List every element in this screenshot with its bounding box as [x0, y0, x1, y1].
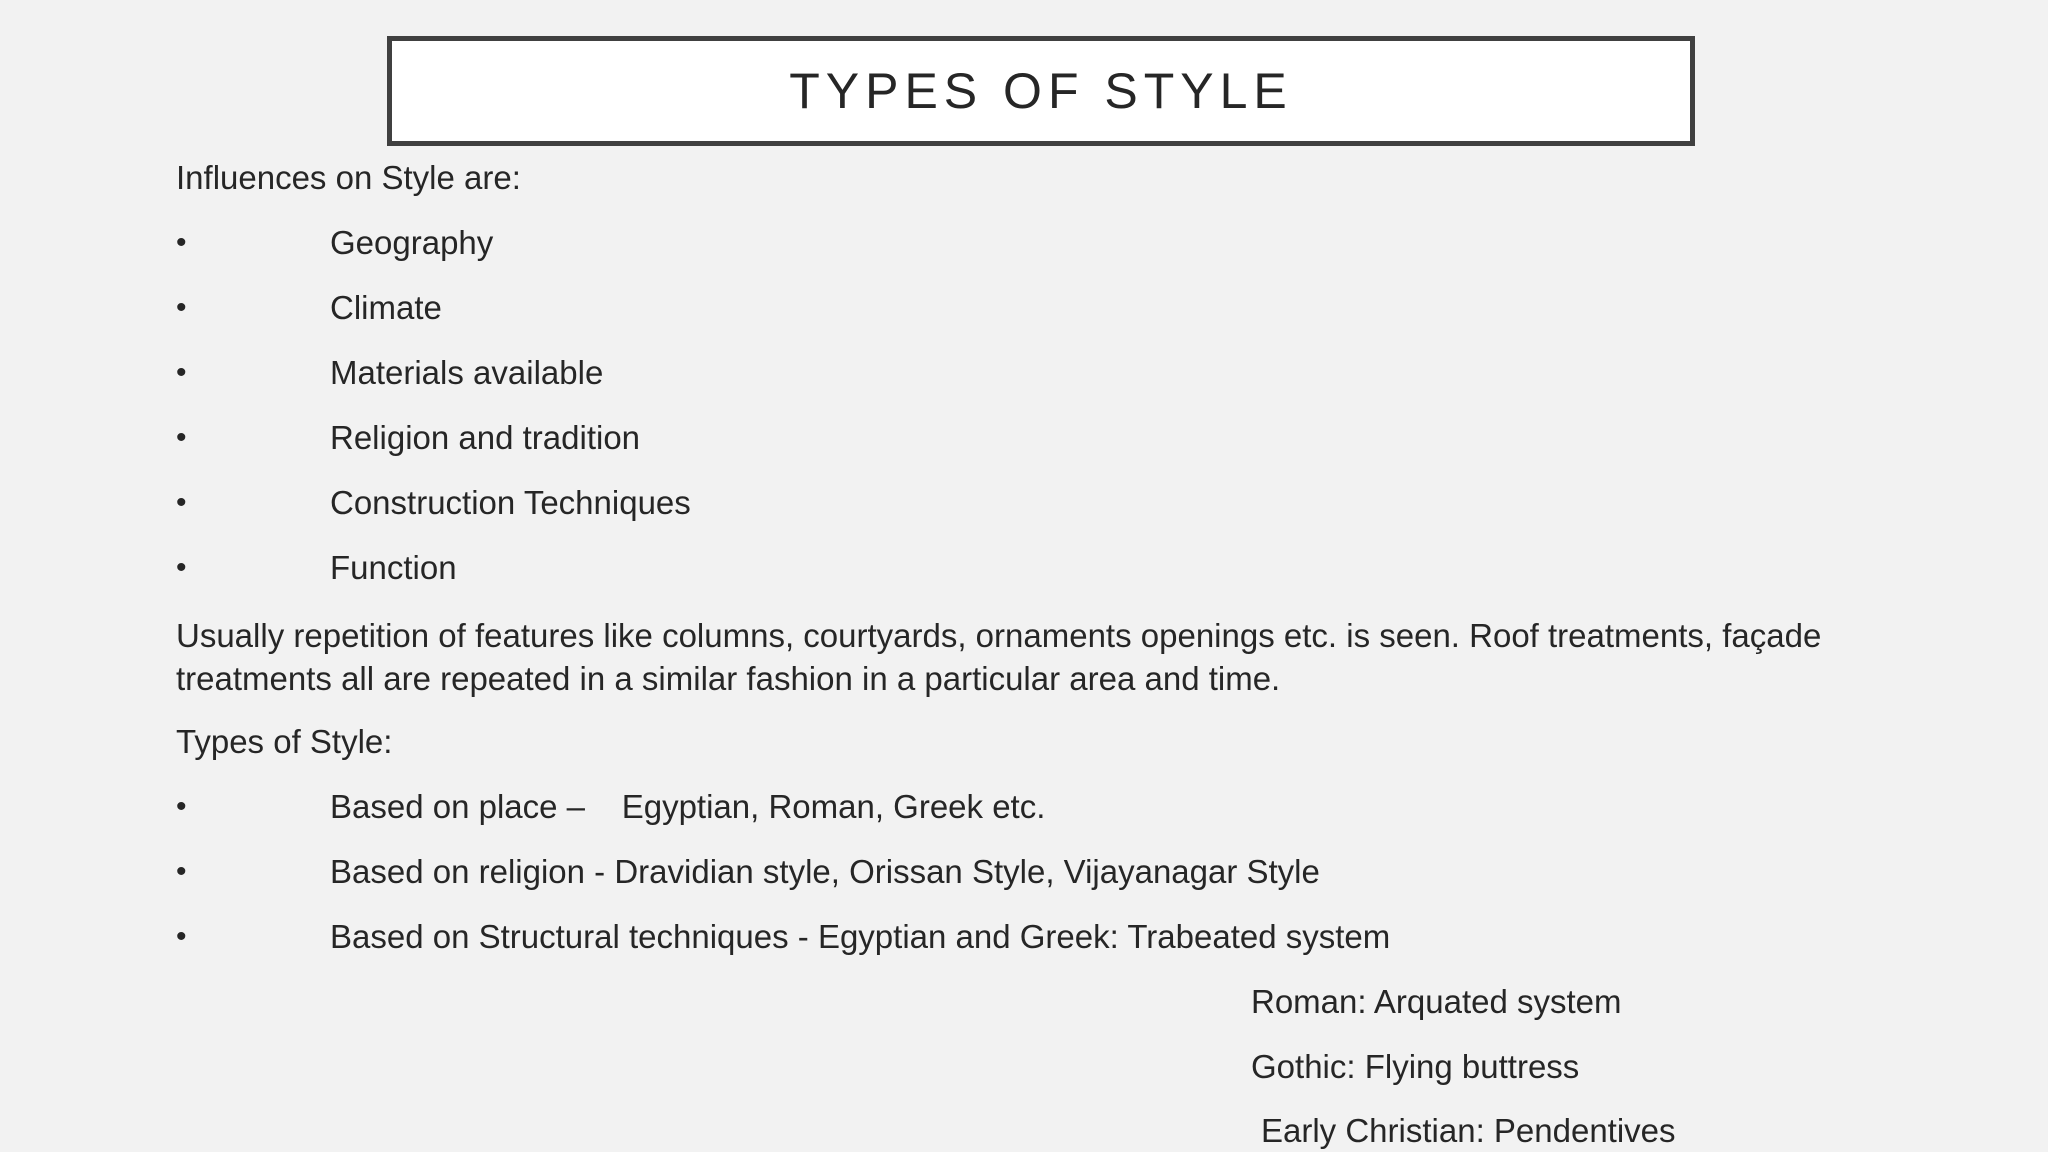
bullet-icon: • — [176, 551, 187, 584]
list-item-label: Religion and tradition — [330, 419, 641, 456]
list-item-label: Based on Structural techniques - Egyptian and Greek: Trabeated system — [330, 918, 1391, 955]
bullet-icon: • — [176, 421, 187, 454]
description-paragraph: Usually repetition of features like columns, courtyards, ornaments openings etc. is seen. Roof treatments, façade treatments all are repeated in a similar fashion in a particular area and time. — [176, 617, 1822, 697]
bullet-icon: • — [176, 291, 187, 324]
bullet-icon: • — [176, 855, 187, 888]
structural-continuation: Early Christian: Pendentives — [1261, 1112, 1676, 1149]
list-item-label: Function — [330, 549, 457, 586]
structural-continuation: Gothic: Flying buttress — [1251, 1048, 1580, 1085]
bullet-icon: • — [176, 920, 187, 953]
list-item-label: Based on place – Egyptian, Roman, Greek etc. — [330, 788, 1046, 825]
slide-title: TYPES OF STYLE — [789, 63, 1293, 119]
bullet-icon: • — [176, 356, 187, 389]
bullet-icon: • — [176, 486, 187, 519]
list-item-label: Geography — [330, 224, 494, 261]
types-heading: Types of Style: — [176, 723, 393, 760]
list-item-label: Based on religion - Dravidian style, Orissan Style, Vijayanagar Style — [330, 853, 1320, 890]
list-item-label: Construction Techniques — [330, 484, 691, 521]
bullet-icon: • — [176, 226, 187, 259]
title-box — [387, 36, 1695, 146]
list-item-label: Climate — [330, 289, 442, 326]
list-item-label: Materials available — [330, 354, 604, 391]
influences-intro: Influences on Style are: — [176, 159, 521, 196]
bullet-icon: • — [176, 790, 187, 823]
structural-continuation: Roman: Arquated system — [1251, 983, 1622, 1020]
